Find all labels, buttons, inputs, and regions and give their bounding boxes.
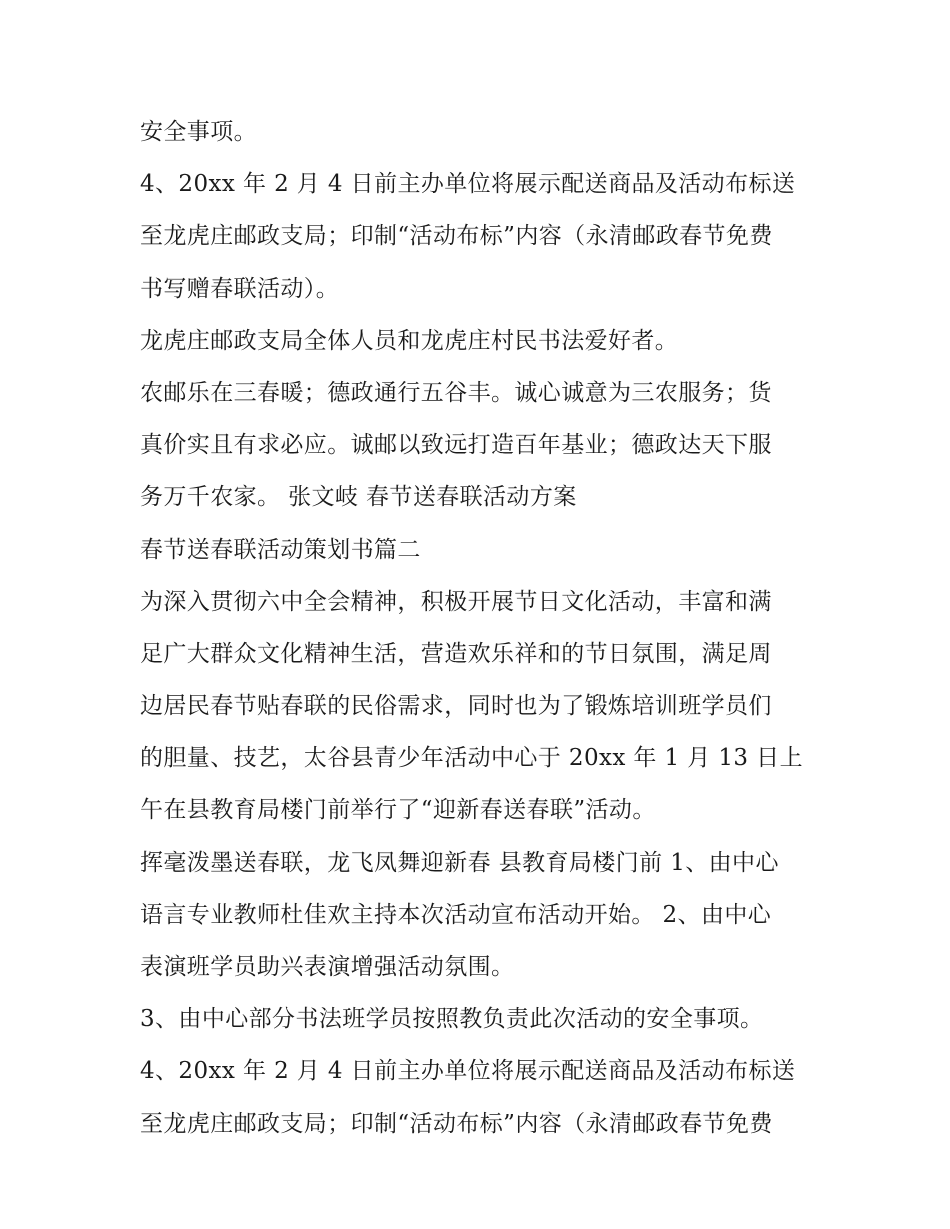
text-line: 书写赠春联活动）。	[140, 275, 340, 302]
text-line: 表演班学员助兴表演增强活动氛围。	[140, 954, 515, 980]
text-line: 4、20xx 年 2 月 4 日前主办单位将展示配送商品及活动布标送	[140, 1058, 796, 1085]
text-line: 挥毫泼墨送春联，龙飞凤舞迎新春 县教育局楼门前 1、由中心	[140, 849, 779, 876]
text-line: 至龙虎庄邮政支局；印制“活动布标”内容（永清邮政春节免费	[140, 1110, 773, 1137]
section-heading: 春节送春联活动策划书篇二	[140, 536, 421, 563]
text-line: 3、由中心部分书法班学员按照教负责此次活动的安全事项。	[140, 1006, 764, 1033]
text-line: 龙虎庄邮政支局全体人员和龙虎庄村民书法爱好者。	[140, 327, 679, 354]
text-line: 午在县教育局楼门前举行了“迎新春送春联”活动。	[140, 797, 656, 824]
text-line: 农邮乐在三春暖；德政通行五谷丰。诚心诚意为三农服务；货	[140, 379, 772, 406]
text-line: 的胆量、技艺，太谷县青少年活动中心于 20xx 年 1 月 13 日上	[140, 745, 803, 772]
text-line: 足广大群众文化精神生活，营造欢乐祥和的节日氛围，满足周	[140, 640, 772, 667]
text-line: 至龙虎庄邮政支局；印制“活动布标”内容（永清邮政春节免费	[140, 223, 773, 250]
text-line: 语言专业教师杜佳欢主持本次活动宣布活动开始。 2、由中心	[140, 901, 772, 928]
text-line: 为深入贯彻六中全会精神，积极开展节日文化活动，丰富和满	[140, 588, 772, 615]
text-line: 边居民春节贴春联的民俗需求，同时也为了锻炼培训班学员们	[140, 693, 772, 720]
text-line: 真价实且有求必应。诚邮以致远打造百年基业；德政达天下服	[140, 432, 772, 459]
text-line: 4、20xx 年 2 月 4 日前主办单位将展示配送商品及活动布标送	[140, 171, 796, 198]
document-body	[140, 106, 820, 1150]
text-line: 务万千农家。 张文岐 春节送春联活动方案	[140, 484, 577, 511]
text-line: 安全事项。	[140, 119, 257, 145]
